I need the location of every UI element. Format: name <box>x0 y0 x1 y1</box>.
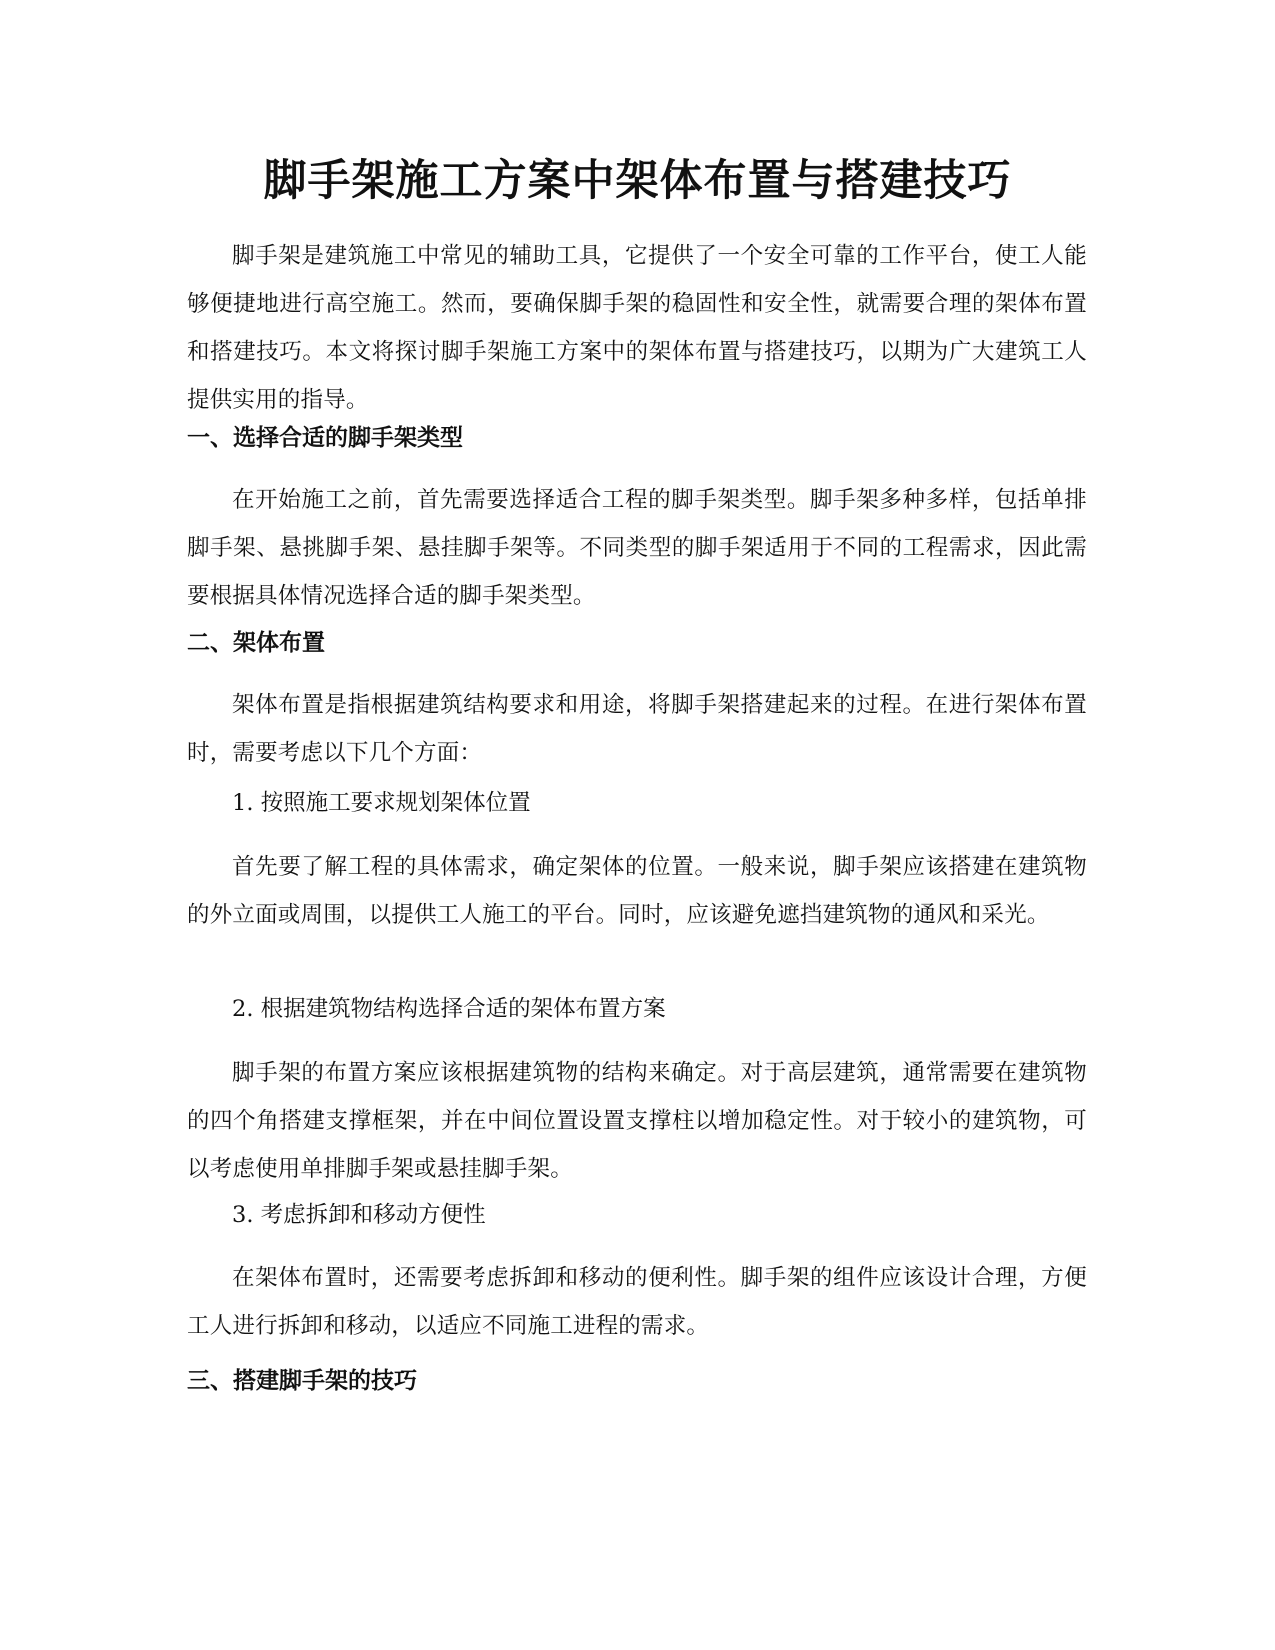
subsection-paragraph-1: 首先要了解工程的具体需求，确定架体的位置。一般来说，脚手架应该搭建在建筑物的外立面或周围，以提供工人施工的平台。同时，应该避免遮挡建筑物的通风和采光。 <box>187 854 1087 928</box>
subsection-paragraph-3: 在架体布置时，还需要考虑拆卸和移动的便利性。脚手架的组件应该设计合理，方便工人进行拆卸和移动，以适应不同施工进程的需求。 <box>187 1265 1087 1339</box>
section-2-paragraph: 架体布置是指根据建筑结构要求和用途，将脚手架搭建起来的过程。在进行架体布置时，需要考虑以下几个方面： <box>187 692 1087 766</box>
section-heading-2: 二、架体布置 <box>187 630 325 656</box>
section-1-paragraph: 在开始施工之前，首先需要选择适合工程的脚手架类型。脚手架多种多样，包括单排脚手架、悬挑脚手架、悬挂脚手架等。不同类型的脚手架适用于不同的工程需求，因此需要根据具体情况选择合适的脚手架类型。 <box>187 487 1087 609</box>
subsection-paragraph-2: 脚手架的布置方案应该根据建筑物的结构来确定。对于高层建筑，通常需要在建筑物的四个角搭建支撑框架，并在中间位置设置支撑柱以增加稳定性。对于较小的建筑物，可以考虑使用单排脚手架或悬挂脚手架。 <box>187 1060 1087 1182</box>
section-heading-3: 三、搭建脚手架的技巧 <box>187 1368 417 1394</box>
subsection-label-3: 3. 考虑拆卸和移动方便性 <box>232 1202 486 1228</box>
section-heading-1: 一、选择合适的脚手架类型 <box>187 425 463 451</box>
subsection-label-1: 1. 按照施工要求规划架体位置 <box>232 790 531 816</box>
intro-paragraph: 脚手架是建筑施工中常见的辅助工具，它提供了一个安全可靠的工作平台，使工人能够便捷地进行高空施工。然而，要确保脚手架的稳固性和安全性，就需要合理的架体布置和搭建技巧。本文将探讨脚手架施工方案中的架体布置与搭建技巧，以期为广大建筑工人提供实用的指导。 <box>187 243 1087 413</box>
document-title: 脚手架施工方案中架体布置与搭建技巧 <box>263 156 1012 206</box>
subsection-label-2: 2. 根据建筑物结构选择合适的架体布置方案 <box>232 996 666 1022</box>
